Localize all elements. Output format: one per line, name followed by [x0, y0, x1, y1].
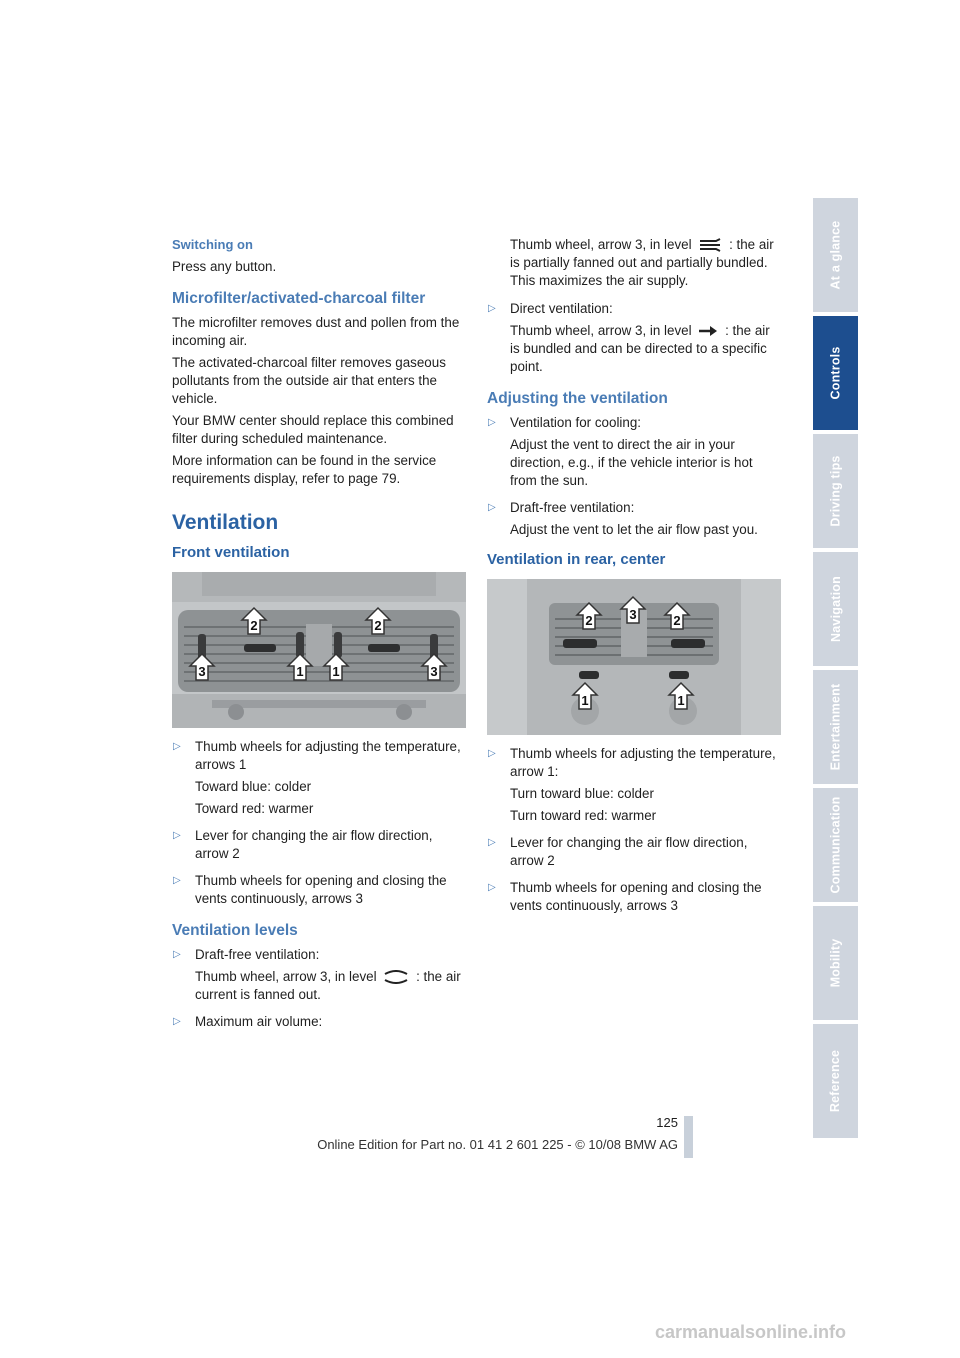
rear-item-1-text: Thumb wheels for adjusting the temperature, arrow 1:	[510, 746, 776, 779]
tab-label: Entertainment	[828, 683, 843, 771]
tab-reference[interactable]	[813, 1024, 858, 1138]
fanned-air-icon	[383, 970, 409, 984]
tab-mobility[interactable]	[813, 906, 858, 1020]
front-item-3-text: Thumb wheels for opening and closing the vents continuously, arrows 3	[195, 873, 447, 906]
adjust-item-1-text: Adjust the vent to direct the air in your direction, e.g., if the vehicle interior is hot from the sun.	[510, 437, 753, 488]
chapter-sidebar	[813, 198, 858, 1142]
front-ventilation-heading: Front ventilation	[172, 544, 290, 561]
tab-label: Reference	[828, 1049, 843, 1113]
level-1-title: Draft-free ventilation:	[195, 947, 320, 962]
footer-bar	[684, 1116, 693, 1158]
microfilter-p1: The microfilter removes dust and pollen from the incoming air.	[172, 315, 460, 348]
rear-item-3-text: Thumb wheels for opening and closing the vents continuously, arrows 3	[510, 880, 762, 913]
front-item-1	[172, 738, 466, 818]
bullet-triangle-icon: ▷	[173, 875, 181, 886]
level-2-post: : the air is partially fanned out and partially bundled. This maximizes the air supply.	[510, 237, 774, 288]
rear-vent-illustration	[487, 579, 781, 735]
bullet-triangle-icon: ▷	[488, 748, 496, 759]
ventilation-heading: Ventilation	[172, 511, 279, 534]
front-label-2a: 2	[250, 618, 258, 633]
adjusting-heading: Adjusting the ventilation	[487, 390, 668, 407]
front-label-1a: 1	[296, 664, 304, 679]
adjust-item-1-title: Ventilation for cooling:	[510, 415, 642, 430]
level-2-pre: Thumb wheel, arrow 3, in level	[510, 237, 692, 252]
level-item-2	[172, 1013, 466, 1031]
microfilter-p4: More information can be found in the service requirements display, refer to page 79.	[172, 453, 437, 486]
rear-label-1b: 1	[677, 693, 685, 708]
front-item-3	[172, 872, 466, 908]
tab-driving-tips[interactable]	[813, 434, 858, 548]
bullet-triangle-icon: ▷	[173, 830, 181, 841]
tab-at-a-glance[interactable]	[813, 198, 858, 312]
level-2-text	[487, 236, 781, 290]
rear-ventilation-figure	[487, 579, 781, 735]
front-vent-illustration	[172, 572, 466, 728]
rear-label-2a: 2	[585, 613, 593, 628]
tab-navigation[interactable]	[813, 552, 858, 666]
partially-bundled-air-icon	[698, 238, 722, 252]
rear-item-2	[487, 834, 781, 870]
level-1-text	[195, 968, 466, 1004]
front-item-2-text: Lever for changing the air flow direction, arrow 2	[195, 828, 433, 861]
level-1-pre: Thumb wheel, arrow 3, in level	[195, 969, 377, 984]
bullet-triangle-icon: ▷	[173, 741, 181, 752]
rear-item-1-sub-2: Turn toward red: warmer	[510, 808, 657, 823]
level-2-title: Maximum air volume:	[195, 1014, 323, 1029]
tab-label: Navigation	[828, 576, 843, 642]
front-label-2b: 2	[374, 618, 382, 633]
bullet-triangle-icon: ▷	[488, 417, 496, 428]
adjust-item-2-text: Adjust the vent to let the air flow past you.	[510, 522, 758, 537]
level-3-pre: Thumb wheel, arrow 3, in level	[510, 323, 692, 338]
level-3-text	[510, 322, 781, 376]
right-column	[487, 236, 781, 924]
adjust-item-2-title: Draft-free ventilation:	[510, 500, 635, 515]
front-label-3a: 3	[198, 664, 206, 679]
front-label-1b: 1	[332, 664, 340, 679]
front-item-2	[172, 827, 466, 863]
bullet-triangle-icon: ▷	[488, 882, 496, 893]
page-number: 125	[656, 1115, 678, 1130]
adjust-item-2	[487, 499, 781, 539]
tab-controls[interactable]	[813, 316, 858, 430]
left-column	[172, 236, 466, 1040]
bullet-triangle-icon: ▷	[173, 949, 181, 960]
level-1-post: : the air current is fanned out.	[195, 969, 461, 1002]
level-item-1	[172, 946, 466, 1004]
tab-label: Driving tips	[828, 455, 843, 527]
tab-label: Communication	[828, 796, 843, 894]
rear-item-1-sub-1: Turn toward blue: colder	[510, 786, 654, 801]
front-item-1-sub-2: Toward red: warmer	[195, 801, 314, 816]
level-3-post: : the air is bundled and can be directed to a specific point.	[510, 323, 770, 374]
tab-label: Mobility	[828, 938, 843, 988]
bullet-triangle-icon: ▷	[488, 837, 496, 848]
rear-item-3	[487, 879, 781, 915]
front-ventilation-figure	[172, 572, 466, 728]
switching-heading: Switching on	[172, 237, 253, 252]
tab-label: Controls	[828, 346, 843, 400]
adjust-item-1	[487, 414, 781, 490]
microfilter-heading: Microfilter/activated-charcoal filter	[172, 290, 426, 307]
switching-text: Press any button.	[172, 259, 277, 274]
level-3-title: Direct ventilation:	[510, 301, 613, 316]
rear-label-3: 3	[629, 607, 637, 622]
bullet-triangle-icon: ▷	[488, 303, 496, 314]
direct-air-icon	[698, 325, 718, 337]
microfilter-p2: The activated-charcoal filter removes gaseous pollutants from the outside air that enters the vehicle.	[172, 355, 446, 406]
rear-label-1a: 1	[581, 693, 589, 708]
footer-text: Online Edition for Part no. 01 41 2 601 225 - © 10/08 BMW AG	[317, 1137, 678, 1152]
tab-label: At a glance	[828, 220, 843, 290]
tab-communication[interactable]	[813, 788, 858, 902]
rear-item-2-text: Lever for changing the air flow direction, arrow 2	[510, 835, 748, 868]
rear-ventilation-heading: Ventilation in rear, center	[487, 551, 666, 568]
rear-item-1	[487, 745, 781, 825]
bullet-triangle-icon: ▷	[488, 502, 496, 513]
front-label-3b: 3	[430, 664, 438, 679]
level-item-3	[487, 300, 781, 376]
rear-label-2b: 2	[673, 613, 681, 628]
watermark: carmanualsonline.info	[655, 1322, 847, 1342]
microfilter-p3: Your BMW center should replace this combined filter during scheduled maintenance.	[172, 413, 454, 446]
tab-entertainment[interactable]	[813, 670, 858, 784]
ventilation-levels-heading: Ventilation levels	[172, 922, 298, 939]
front-item-1-text: Thumb wheels for adjusting the temperature, arrows 1	[195, 739, 461, 772]
front-item-1-sub-1: Toward blue: colder	[195, 779, 312, 794]
bullet-triangle-icon: ▷	[173, 1016, 181, 1027]
